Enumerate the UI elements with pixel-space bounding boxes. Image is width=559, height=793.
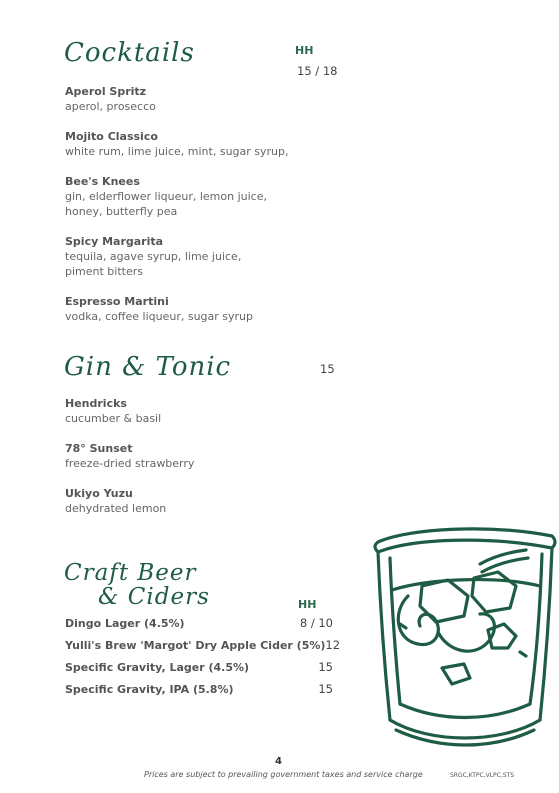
beer-price: 8 / 10: [299, 616, 333, 630]
cocktail-item: [65, 174, 270, 219]
cocktail-item: [65, 234, 245, 279]
cocktail-name: Spicy Margarita: [65, 235, 164, 248]
cocktail-name: Mojito Classico: [65, 130, 158, 143]
gin-name: Ukiyo Yuzu: [65, 487, 133, 500]
cocktail-name: Aperol Spritz: [65, 85, 147, 98]
beer-row: [65, 682, 333, 698]
cocktail-item: [65, 294, 305, 324]
cocktail-glass-illustration-icon: [370, 512, 559, 748]
gin-desc: dehydrated lemon: [65, 502, 167, 515]
cocktails-title: Cocktails: [64, 38, 195, 68]
cocktail-desc: gin, elderflower liqueur, lemon juice, honey, butterfly pea: [65, 190, 267, 218]
footer-codes: SRGC,KTPC,VLPC,STS: [450, 772, 515, 779]
cocktail-desc: white rum, lime juice, mint, sugar syrup,: [65, 145, 289, 158]
gin-item: [65, 396, 305, 426]
beer-price: 15: [318, 660, 333, 674]
cocktail-desc: vodka, coffee liqueur, sugar syrup: [65, 310, 254, 323]
beer-name: Specific Gravity, Lager (4.5%): [65, 661, 250, 674]
cocktails-price: 15 / 18: [297, 64, 338, 78]
gin-name: Hendricks: [65, 397, 127, 410]
footer-note: Prices are subject to prevailing government taxes and service charge: [144, 770, 423, 779]
beer-hh-label: HH: [298, 598, 317, 611]
cocktail-name: Bee's Knees: [65, 175, 140, 188]
cocktail-desc: tequila, agave syrup, lime juice, piment bitters: [65, 250, 242, 278]
page-number: 4: [275, 756, 282, 767]
beer-name: Dingo Lager (4.5%): [65, 617, 185, 630]
gin-name: 78° Sunset: [65, 442, 133, 455]
cocktail-item: [65, 129, 305, 159]
cocktail-desc: aperol, prosecco: [65, 100, 156, 113]
gin-tonic-price: 15: [320, 362, 335, 376]
cocktails-hh-label: HH: [295, 44, 314, 57]
beer-title-line2: & Ciders: [98, 584, 210, 610]
beer-row: [65, 616, 333, 632]
beer-row: [65, 660, 333, 676]
beer-name: Yulli's Brew 'Margot' Dry Apple Cider (5%): [65, 639, 326, 652]
cocktail-item: [65, 84, 305, 114]
cocktail-name: Espresso Martini: [65, 295, 169, 308]
beer-price: 15: [318, 682, 333, 696]
beer-title-line1: Craft Beer: [64, 560, 197, 586]
gin-desc: freeze-dried strawberry: [65, 457, 195, 470]
gin-item: [65, 441, 305, 471]
gin-tonic-title: Gin & Tonic: [64, 352, 232, 382]
beer-name: Specific Gravity, IPA (5.8%): [65, 683, 234, 696]
beer-price: 12: [325, 638, 341, 652]
gin-desc: cucumber & basil: [65, 412, 162, 425]
gin-item: [65, 486, 305, 516]
beer-row: [65, 638, 341, 654]
